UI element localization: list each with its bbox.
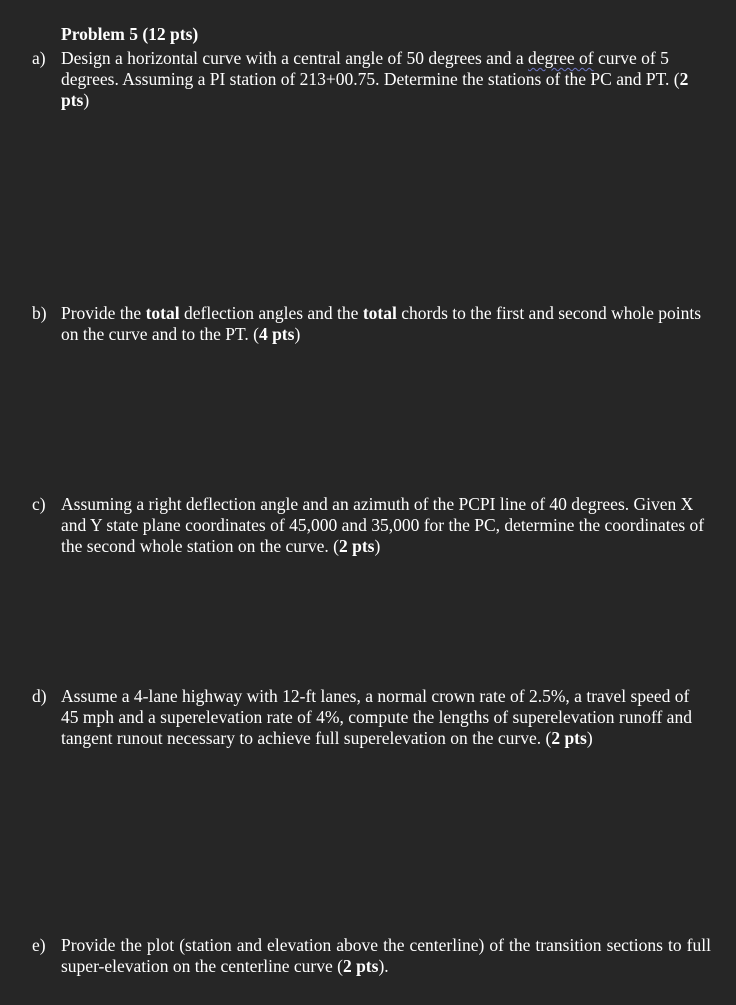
question-e-points: 2 pts — [342, 956, 379, 976]
question-a-label: a) — [32, 48, 46, 68]
question-d-label: d) — [32, 686, 47, 706]
question-e-text: Provide the plot (station and elevation above the centerline) of the transition sections to full super-elevation on the centerline curve (2 pts). — [61, 935, 711, 976]
question-c-points: 2 pts — [338, 536, 375, 556]
question-b-points: 4 pts — [258, 324, 295, 344]
question-b-text: Provide the total deflection angles and the total chords to the first and second whole points on the curve and to the PT. (4 pts) — [61, 303, 702, 344]
question-d-points: 2 pts — [551, 728, 587, 748]
question-b-label: b) — [32, 303, 47, 323]
question-a-points: 2 pts — [61, 69, 689, 110]
spellcheck-underline: degree of — [527, 48, 594, 68]
question-c-label: c) — [32, 494, 46, 514]
question-d-text: Assume a 4-lane highway with 12-ft lanes, a normal crown rate of 2.5%, a travel speed of 45 mph and a superelevation rate of 4%, compute the lengths of superelevation runoff and tangent runout necessary to achieve full superelevation on the curve. (2 pts) — [61, 686, 692, 748]
question-e-label: e) — [32, 935, 46, 955]
question-c-text: Assuming a right deflection angle and an azimuth of the PCPI line of 40 degrees. Given X and Y state plane coordinates of 45,000 and 35,000 for the PC, determine the coordinates of the second whole station on the curve. (2 pts) — [61, 494, 705, 556]
problem-title: Problem 5 (12 pts) — [61, 24, 199, 44]
question-a-text: Design a horizontal curve with a central angle of 50 degrees and a degree of curve of 5 degrees. Assuming a PI station of 213+00.75. Determine the stations of the PC and PT. (2 pts) — [61, 48, 689, 110]
